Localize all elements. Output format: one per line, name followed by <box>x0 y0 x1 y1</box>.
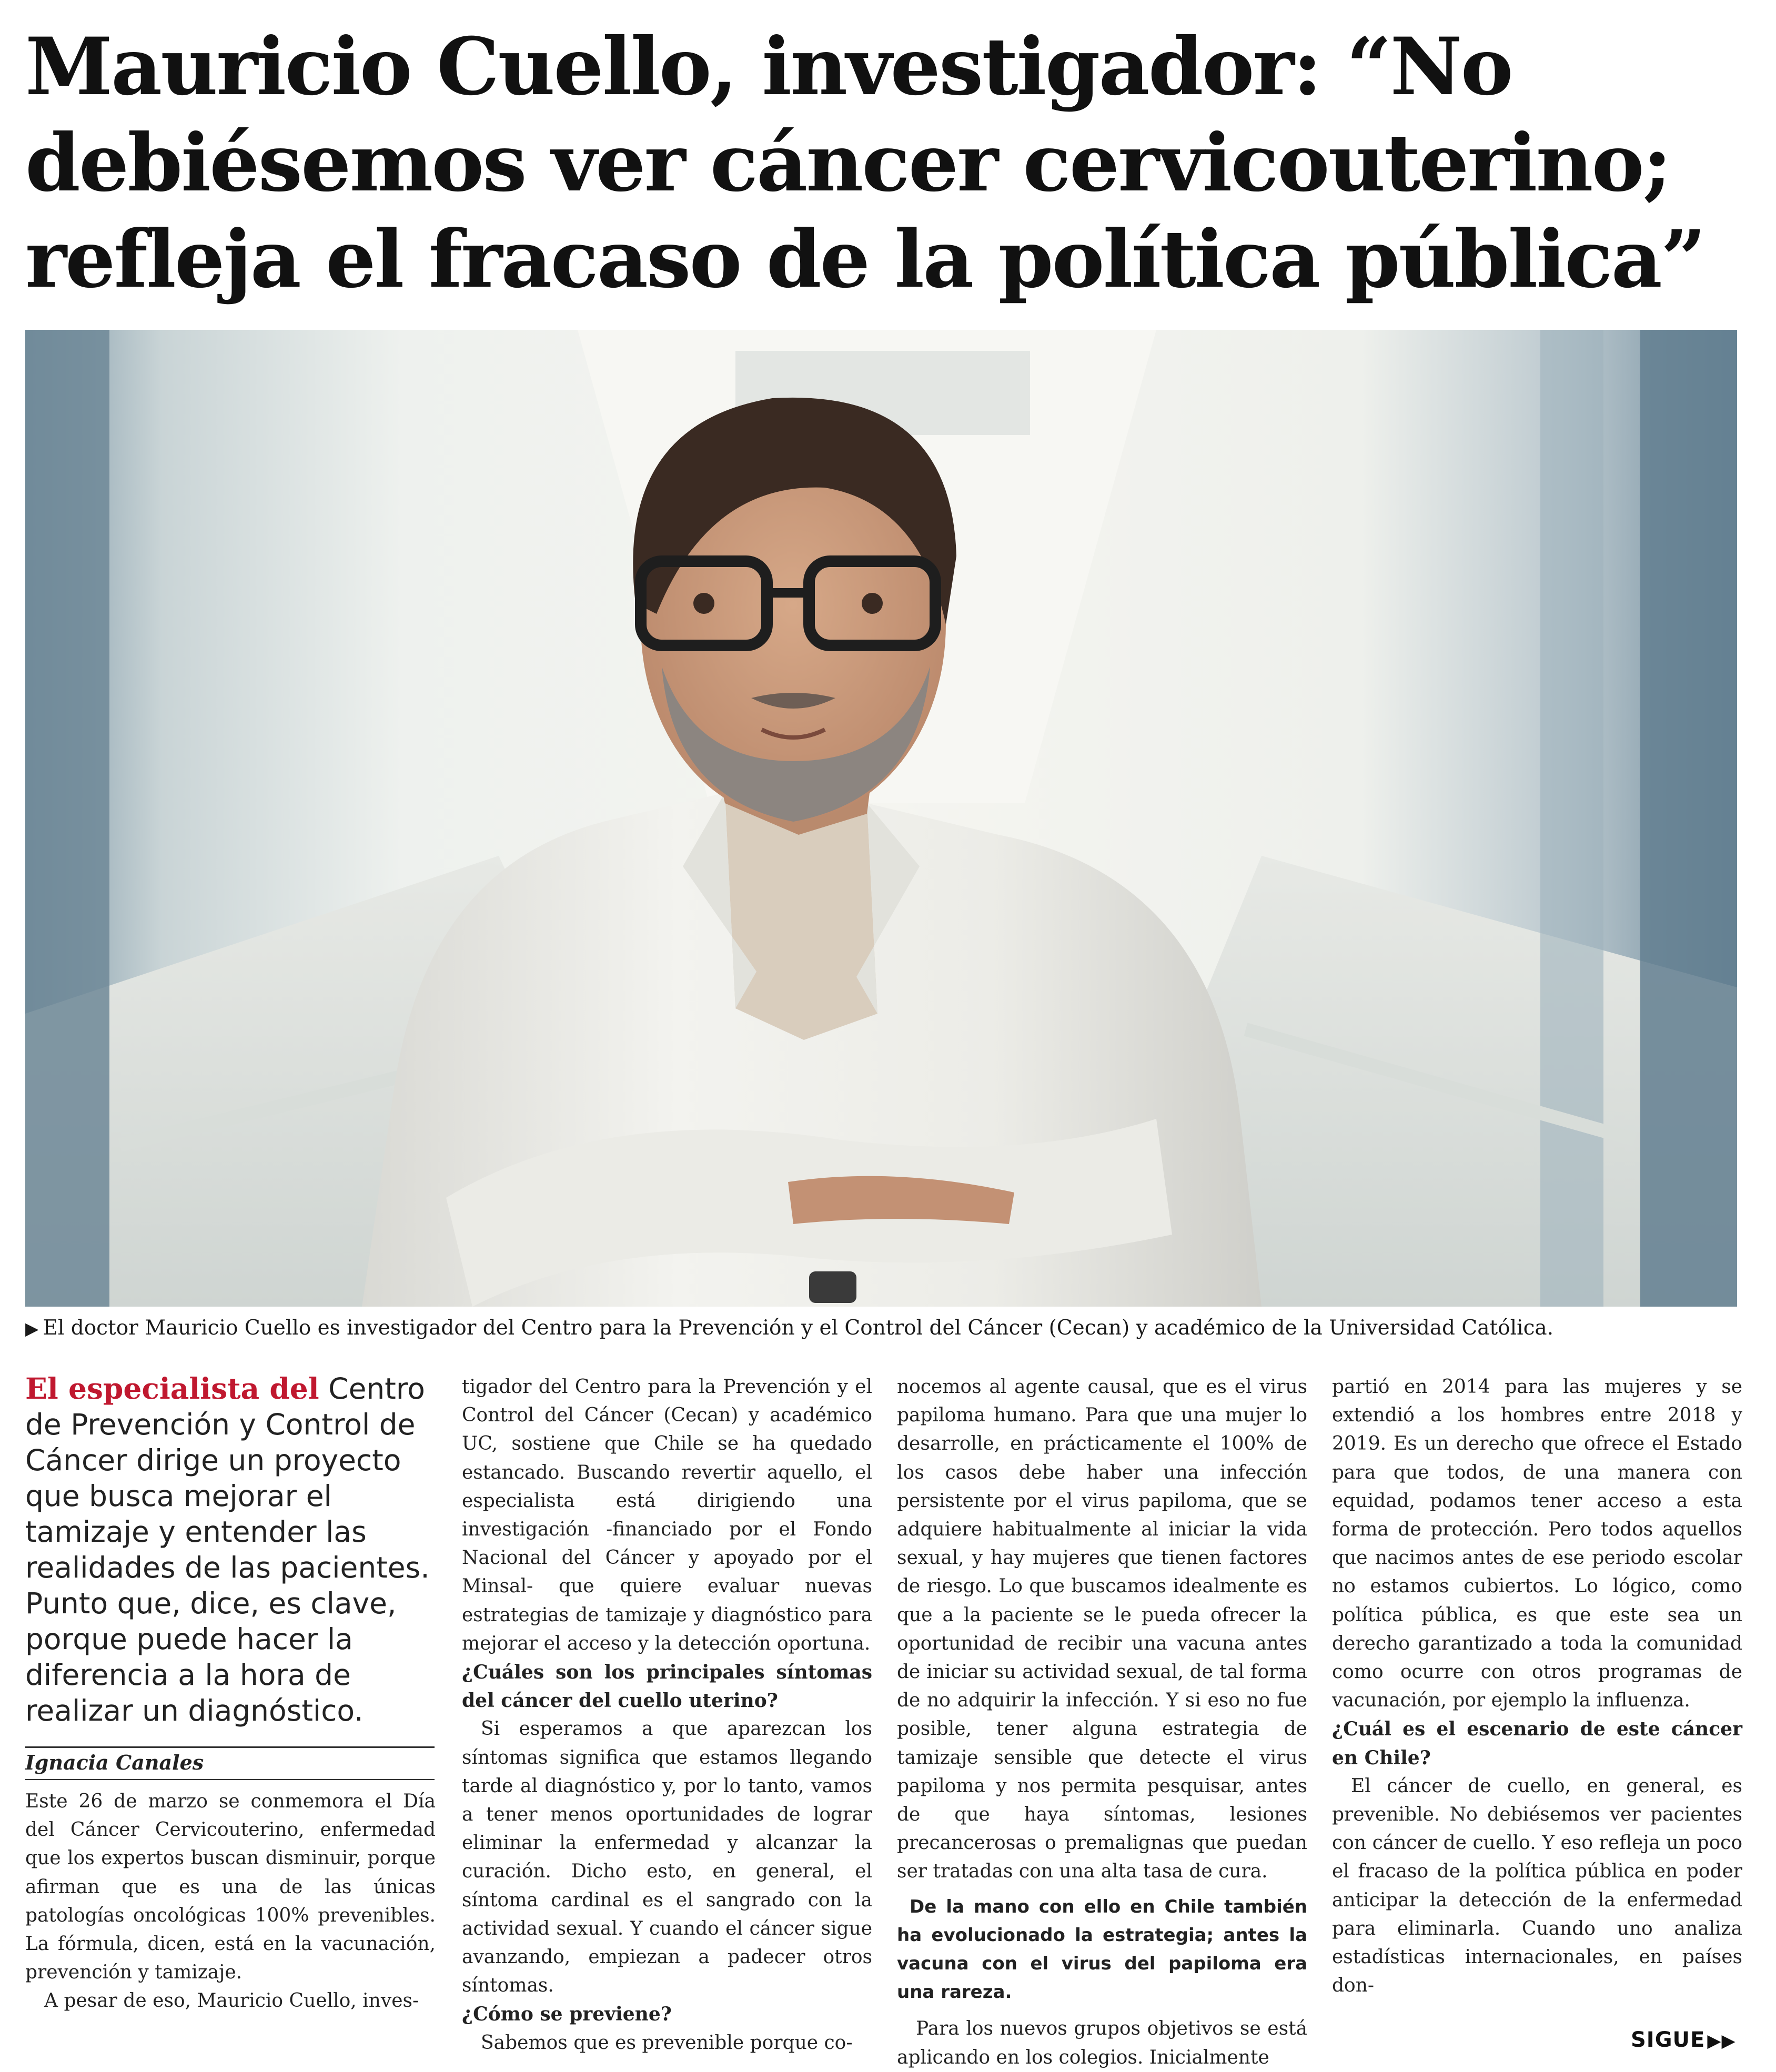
photo-caption <box>25 1315 1740 1342</box>
interview-question: ¿Cuál es el escenario de este cáncer en Chile? <box>1332 1718 1742 1769</box>
byline-top-rule <box>25 1746 435 1748</box>
article-headline <box>25 19 1756 308</box>
headline-line: Mauricio Cuello, investigador: “No <box>25 21 1512 113</box>
paragraph: Si esperamos a que aparezcan los síntomas significa que estamos llegando tarde al diagnóstico y, por lo tanto, vamos a tener menos oportunidades de lograr eliminar la enfermedad y alcanzar la curación. Dicho esto, en general, el síntoma cardinal es el sangrado con la actividad sexual. Y cuando el cáncer sigue avanzando, empiezan a padecer otros síntomas. <box>462 1718 872 1997</box>
paragraph: A pesar de eso, Mauricio Cuello, inves- <box>44 1990 419 2012</box>
headline-line: debiésemos ver cáncer cervicouterino; <box>25 117 1670 209</box>
continue-text: SIGUE <box>1631 2028 1706 2052</box>
doctor-portrait-image <box>25 330 1737 1307</box>
byline-author: Ignacia Canales <box>25 1751 204 1774</box>
continue-label <box>1631 2028 1736 2052</box>
lead-text: Centro de Prevención y Control de Cáncer dirige un proyecto que busca mejorar el tamizaje y entender las realidades de las pacientes. Punto que, dice, es clave, porque puede hacer la diferencia a la hora de realizar un diagnóstico. <box>25 1372 430 1727</box>
paragraph: Sabemos que es prevenible porque co- <box>481 2031 853 2054</box>
paragraph: nocemos al agente causal, que es el virus papiloma humano. Para que una mujer lo desarrolle, en prácticamente el 100% de los casos debe haber una infección persistente por el virus papiloma, que se adquiere habitualmente al iniciar la vida sexual, y hay mujeres que tienen factores de riesgo. Lo que buscamos idealmente es que a la paciente se le pueda ofrecer la oportunidad de recibir una vacuna antes de iniciar su actividad sexual, de tal forma de no adquirir la infección. Y si eso no fue posible, tener alguna estrategia de tamizaje sensible que detecte el virus papiloma y nos permita pesquisar, antes de que haya síntomas, lesiones precancerosas o premalignas que puedan ser tratadas con una alta tasa de cura. <box>897 1376 1307 1883</box>
paragraph: tigador del Centro para la Prevención y el Control del Cáncer (Cecan) y académico UC, sostiene que Chile se ha quedado estancado. Buscando revertir aquello, el especialista está dirigiendo una investigación -financiado por el Fondo Nacional del Cáncer y apoyado por el Minsal- que quiere evaluar nuevas estrategias de tamizaje y diagnóstico para mejorar el acceso y la detección oportuna. <box>462 1376 872 1654</box>
paragraph: Para los nuevos grupos objetivos se está aplicando en los colegios. Inicialmente <box>897 2018 1307 2068</box>
article-column-1 <box>25 1787 436 2024</box>
byline-bottom-rule <box>25 1779 435 1780</box>
caret-right-icon: ▶ <box>25 1318 39 1339</box>
article-column-2 <box>462 1373 872 2057</box>
headline-line: refleja el fracaso de la política pública” <box>25 213 1705 306</box>
paragraph: Este 26 de marzo se conmemora el Día del Cáncer Cervicouterino, enfermedad que los expertos buscan disminuir, porque afirman que es una de las únicas patologías oncológicas 100% prevenibles. La fórmula, dicen, está en la vacunación, prevención y tamizaje. <box>25 1791 436 1984</box>
article-column-3 <box>897 1373 1307 2072</box>
interview-question: De la mano con ello en Chile también ha evolucionado la estrategia; antes la vacuna con el virus del papiloma era una rareza. <box>897 1896 1307 2003</box>
article-photo <box>25 330 1737 1307</box>
paragraph: El cáncer de cuello, en general, es prevenible. No debiésemos ver pacientes con cáncer de cuello. Y eso refleja un poco el fracaso de la política pública en poder anticipar la detección de la enfermedad para eliminarla. Cuando uno analiza estadísticas internacionales, en países don- <box>1332 1775 1742 1997</box>
caption-text: El doctor Mauricio Cuello es investigador del Centro para la Prevención y el Control del Cáncer (Cecan) y académico de la Universidad Católica. <box>43 1316 1554 1340</box>
lead-kicker: El especialista del <box>25 1371 319 1406</box>
interview-question: ¿Cuáles son los principales síntomas del cáncer del cuello uterino? <box>462 1661 872 1712</box>
double-caret-right-icon: ▶▶ <box>1707 2030 1736 2051</box>
paragraph: partió en 2014 para las mujeres y se extendió a los hombres entre 2018 y 2019. Es un derecho que ofrece el Estado para que todos, de una manera con equidad, podamos tener acceso a esta forma de protección. Pero todos aquellos que nacimos antes de ese periodo escolar no estamos cubiertos. Lo lógico, como política pública, es que este sea un derecho garantizado a toda la comunidad como ocurre con otros programas de vacunación, por ejemplo la influenza. <box>1332 1376 1742 1712</box>
interview-question: ¿Cómo se previene? <box>462 2003 672 2026</box>
article-lead <box>25 1371 436 1729</box>
article-column-4 <box>1332 1373 1742 2000</box>
